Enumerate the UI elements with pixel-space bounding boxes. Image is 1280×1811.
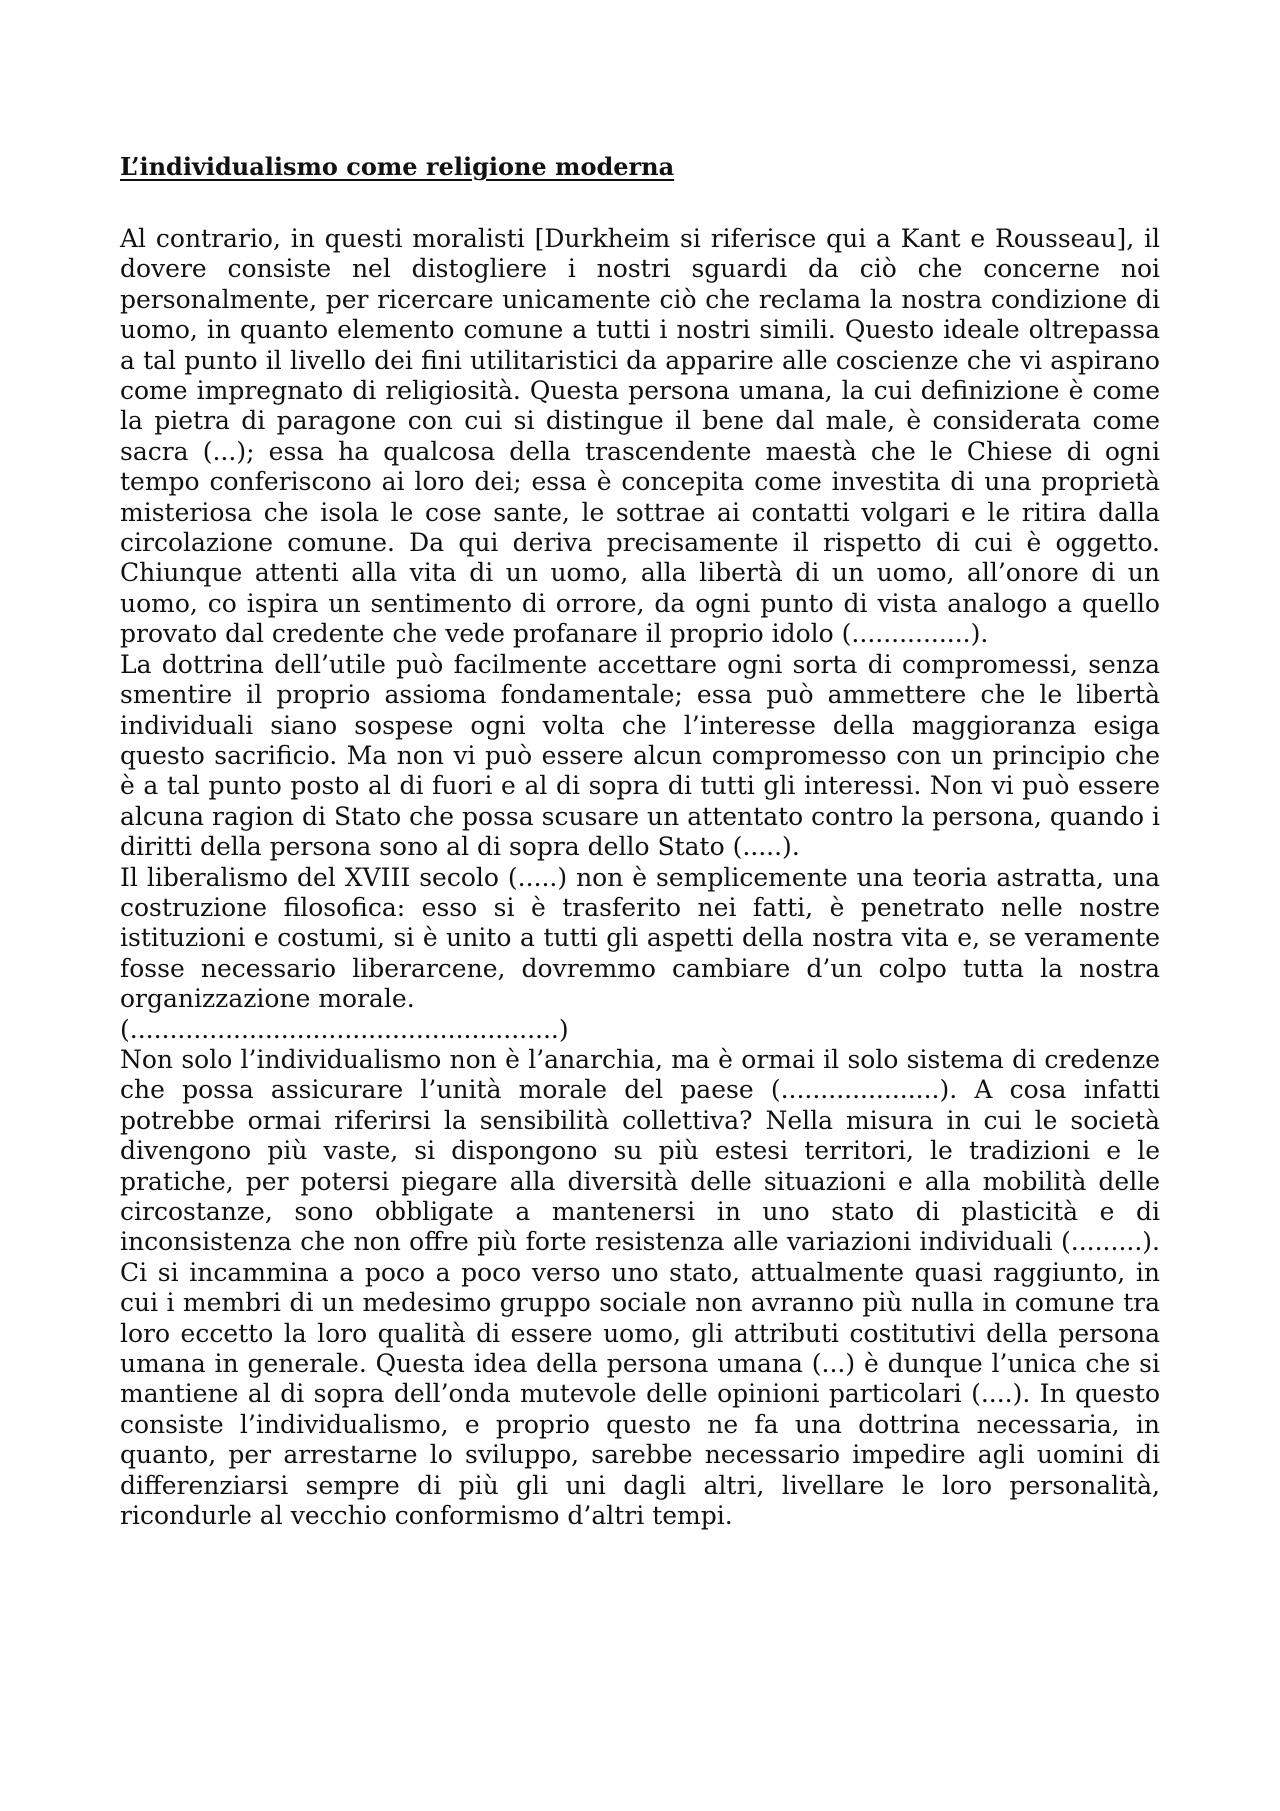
paragraph-1: Al contrario, in questi moralisti [Durkheim si riferisce qui a Kant e Rousseau], il dovere consiste nel distogliere i nostri sguardi da ciò che concerne noi personalmente, per ricercare unicamente ciò che reclama la nostra condizione di uomo, in quanto elemento comune a tutti i nostri simili. Questo ideale oltrepassa a tal punto il livello dei fini utilitaristici da apparire alle coscienze che vi aspirano come impregnato di religiosità. Questa persona umana, la cui definizione è come la pietra di paragone con cui si distingue il bene dal male, è considerata come sacra (...); essa ha qualcosa della trascendente maestà che le Chiese di ogni tempo conferiscono ai loro dei; essa è concepita come investita di una proprietà misteriosa che isola le cose sante, le sottrae ai contatti volgari e le ritira dalla circolazione comune. Da qui deriva precisamente il rispetto di cui è oggetto. Chiunque attenti alla vita di un uomo, alla libertà di un uomo, all’onore di un uomo, co ispira un sentimento di orrore, da ogni punto di vista analogo a quello provato dal credente che vede profanare il proprio idolo (...............). [120,224,1160,649]
document-title: L’individualismo come religione moderna [120,152,675,181]
paragraph-4: Non solo l’individualismo non è l’anarchia, ma è ormai il solo sistema di credenze che possa assicurare l’unità morale del paese (....................). A cosa infatti potrebbe ormai riferirsi la sensibilità collettiva? Nella misura in cui le società divengono più vaste, si dispongono su più estesi territori, le tradizioni e le pratiche, per potersi piegare alla diversità delle situazioni e alla mobilità delle circostanze, sono obbligate a mantenersi in uno stato di plasticità e di inconsistenza che non offre più forte resistenza alle variazioni individuali (.........). Ci si incammina a poco a poco verso uno stato, attualmente quasi raggiunto, in cui i membri di un medesimo gruppo sociale non avranno più nulla in comune tra loro eccetto la loro qualità di essere uomo, gli attributi costitutivi della persona umana in generale. Questa idea della persona umana (...) è dunque l’unica che si mantiene al di sopra dell’onda mutevole delle opinioni particolari (....). In questo consiste l’individualismo, e proprio questo ne fa una dottrina necessaria, in quanto, per arrestarne lo sviluppo, sarebbe necessario impedire agli uomini di differenziarsi sempre di più gli uni dagli altri, livellare le loro personalità, ricondurle al vecchio conformismo d’altri tempi. [120,1044,1160,1531]
paragraph-2: La dottrina dell’utile può facilmente accettare ogni sorta di compromessi, senza smentire il proprio assioma fondamentale; essa può ammettere che le libertà individuali siano sospese ogni volta che l’interesse della maggioranza esiga questo sacrificio. Ma non vi può essere alcun compromesso con un principio che è a tal punto posto al di fuori e al di sopra di tutti gli interessi. Non vi può essere alcuna ragion di Stato che possa scusare un attentato contro la persona, quando i diritti della persona sono al di sopra dello Stato (.....). [120,649,1160,862]
document-page [120,150,1160,1531]
paragraph-3: Il liberalismo del XVIII secolo (.....) non è semplicemente una teoria astratta, una costruzione filosofica: esso si è trasferito nei fatti, è penetrato nelle nostre istituzioni e costumi, si è unito a tutti gli aspetti della nostra vita e, se veramente fosse necessario liberarcene, dovremmo cambiare d’un colpo tutta la nostra organizzazione morale. [120,862,1160,1014]
omission-marker: (......................................................) [120,1014,569,1044]
